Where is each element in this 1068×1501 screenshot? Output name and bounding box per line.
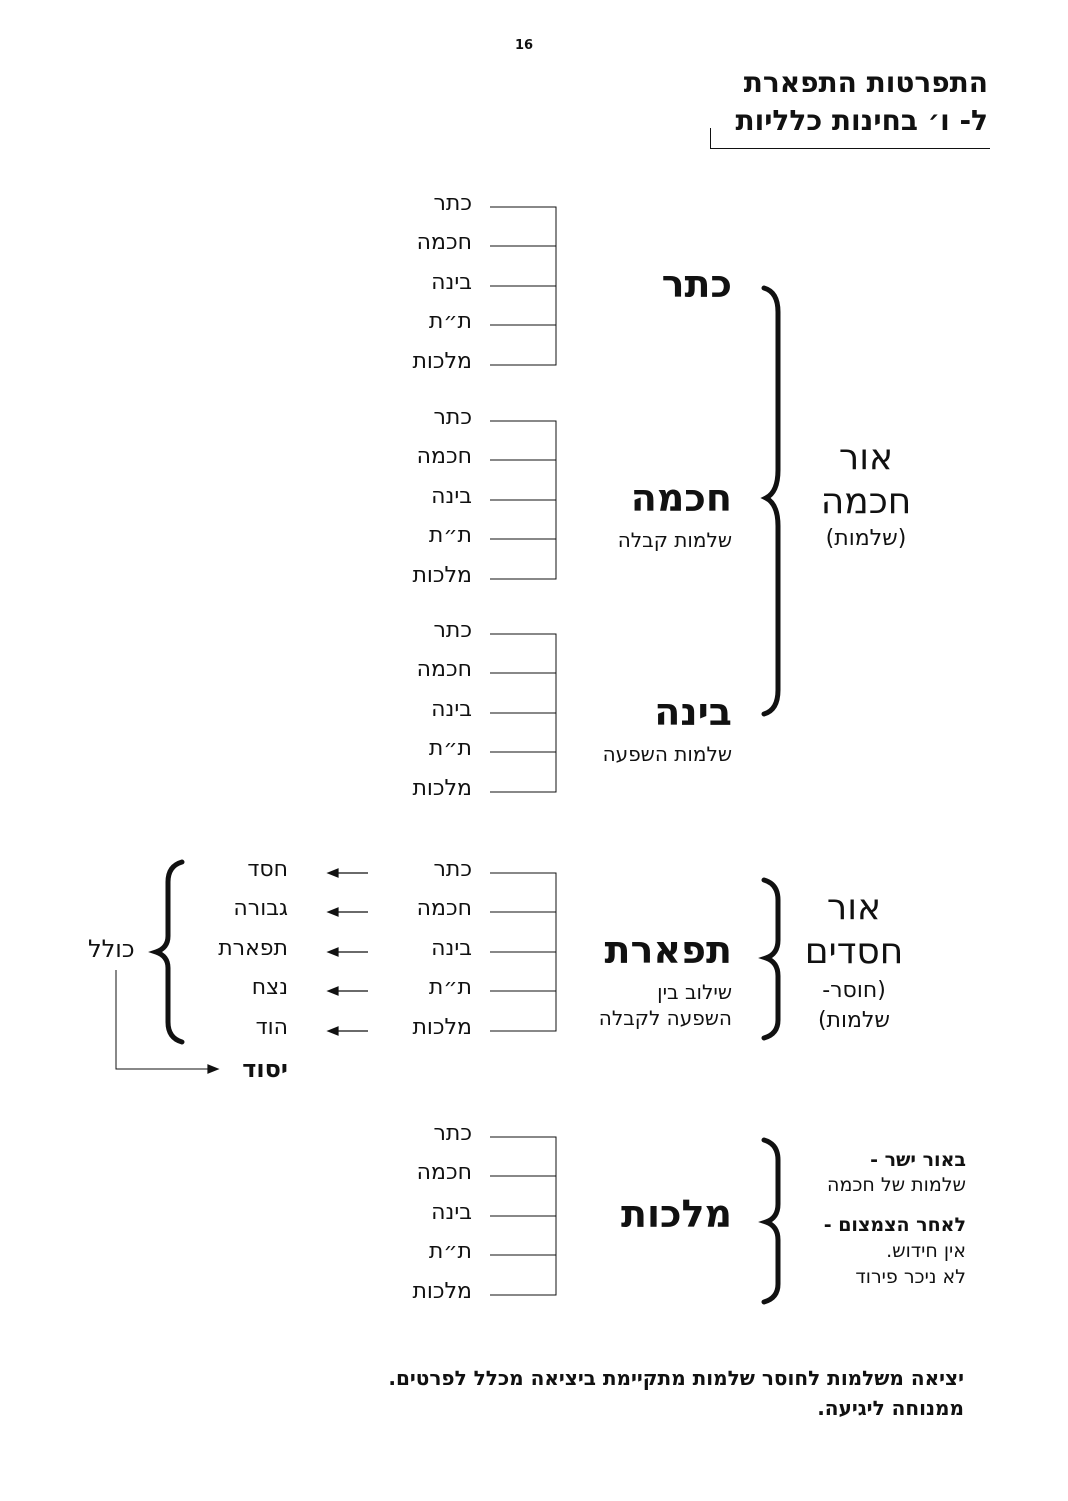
midda-tiferet: תפארת — [218, 936, 288, 961]
g2-chochma: חכמה — [416, 444, 472, 469]
g4-keter: כתר — [433, 857, 472, 882]
subheading-tiferet-1: שילוב בין — [657, 980, 732, 1004]
g3-bina: בינה — [431, 697, 472, 722]
heading-malchut: מלכות — [620, 1192, 732, 1236]
g1-keter: כתר — [433, 191, 472, 216]
ohr-chochma-line-3: (שלמות) — [825, 526, 907, 551]
malchut-tzimtzum-label: לאחר הצמצום - — [823, 1214, 966, 1236]
footer-line-2: ממנוחה ליגיעה. — [817, 1396, 964, 1420]
g1-bina: בינה — [431, 270, 472, 295]
ohr-chasadim-line-2: חסדים — [804, 931, 904, 972]
midda-netzach: נצח — [251, 975, 288, 1000]
midda-chesed: חסד — [247, 857, 288, 882]
g2-keter: כתר — [433, 405, 472, 430]
heading-keter: כתר — [661, 262, 732, 306]
malchut-tzimtzum-text-2: לא ניכר פירוד — [855, 1266, 966, 1288]
malchut-ohr-yashar-text: שלמות של חכמה — [827, 1174, 966, 1196]
malchut-ohr-yashar-label: באור ישר - — [870, 1149, 966, 1171]
g3-tt: ת״ת — [428, 736, 472, 761]
ohr-chochma-line-1: אור — [838, 437, 894, 478]
yesod-label: יסוד — [242, 1055, 288, 1083]
g3-malchut: מלכות — [412, 776, 472, 801]
g4-tt: ת״ת — [428, 975, 472, 1000]
g5-tt: ת״ת — [428, 1239, 472, 1264]
g1-chochma: חכמה — [416, 230, 472, 255]
g5-bina: בינה — [431, 1200, 472, 1225]
g3-chochma: חכמה — [416, 657, 472, 682]
ohr-chasadim-line-3: (חוסר- — [822, 978, 886, 1003]
footer-line-1: יציאה משלמות לחוסר שלמות מתקיימת ביציאה מכלל לפרטים. — [388, 1366, 964, 1390]
g2-malchut: מלכות — [412, 563, 472, 588]
g1-malchut: מלכות — [412, 349, 472, 374]
g4-bina: בינה — [431, 936, 472, 961]
ohr-chochma-line-2: חכמה — [820, 481, 912, 522]
page-number: 16 — [514, 38, 534, 53]
g5-malchut: מלכות — [412, 1279, 472, 1304]
brace-ohr-chochma — [764, 288, 778, 714]
title-line-2: ל- ו׳ בחינות כלליות — [735, 104, 988, 137]
g5-chochma: חכמה — [416, 1160, 472, 1185]
g4-malchut: מלכות — [412, 1015, 472, 1040]
g1-tt: ת״ת — [428, 309, 472, 334]
g2-bina: בינה — [431, 484, 472, 509]
heading-bina: בינה — [654, 690, 732, 734]
title-line-1: התפרטות התפארת — [743, 66, 988, 99]
malchut-tzimtzum-text-1: אין חידוש. — [886, 1240, 966, 1262]
heading-chochma: חכמה — [630, 476, 732, 520]
ohr-chasadim-line-1: אור — [826, 887, 882, 928]
midda-gevura: גבורה — [233, 896, 288, 921]
ohr-chasadim-line-4: שלמות) — [817, 1008, 891, 1033]
g4-chochma: חכמה — [416, 896, 472, 921]
subheading-tiferet-2: השפעה לקבלה — [598, 1006, 732, 1030]
midda-hod: הוד — [255, 1015, 288, 1040]
kolel-label: כולל — [88, 935, 135, 963]
g2-tt: ת״ת — [428, 523, 472, 548]
g3-keter: כתר — [433, 618, 472, 643]
heading-tiferet: תפארת — [604, 928, 732, 972]
subheading-bina: שלמות השפעה — [602, 742, 732, 766]
subheading-chochma: שלמות קבלה — [617, 528, 732, 552]
g5-keter: כתר — [433, 1121, 472, 1146]
